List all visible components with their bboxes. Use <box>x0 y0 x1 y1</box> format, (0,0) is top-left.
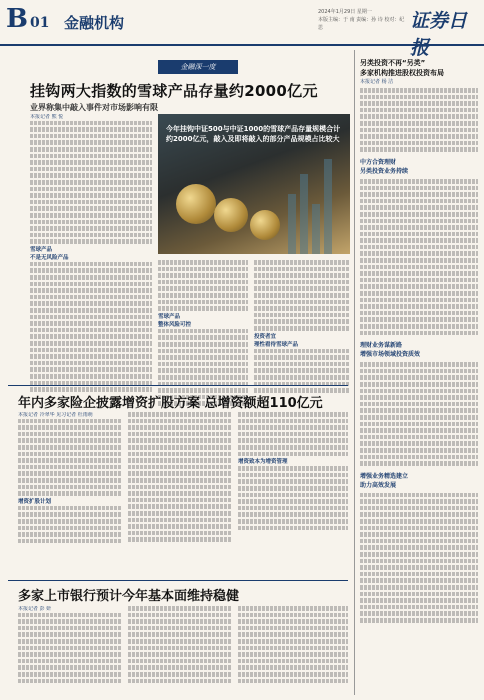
story1-subtitle-c: 投资者宜 理性看待雪球产品 <box>254 333 299 348</box>
column-divider <box>354 50 355 695</box>
story3-col1 <box>18 606 122 694</box>
edition-info <box>318 8 408 32</box>
bar-graphic <box>312 204 320 254</box>
story1-col1 <box>30 114 152 404</box>
section-code <box>6 4 49 34</box>
bar-graphic <box>300 174 308 254</box>
right-story4-sub: 助力高效发展 <box>360 481 397 489</box>
story2-byline: 本报记者 冷翠华 见习记者 杜雨萌 <box>18 412 93 418</box>
right-story3-title: 理财业务谋新路 <box>360 342 403 350</box>
right-story1-sub: 多家机构推进股权投资布局 <box>360 69 444 77</box>
paper-logo: 证券日报 <box>410 10 468 59</box>
story2-subtitle-b: 增资致本为增资管理 <box>238 459 288 466</box>
story3-byline: 本报记者 彭 妍 <box>18 606 52 612</box>
story1-kicker: 金融深一度 <box>158 60 238 74</box>
story1-headline[interactable]: 挂钩两大指数的雪球产品存量约2000亿元 <box>30 82 318 100</box>
story-divider <box>8 385 348 386</box>
story1-subtitle-b: 雪球产品 整体风险可控 <box>158 313 192 328</box>
coin-graphic <box>176 184 216 224</box>
photo-caption: 今年挂钩中证500与中证1000的雪球产品存量规模合计约2000亿元，敲入及即将敲入的部分产品规模占比较大 <box>166 125 341 143</box>
story2-headline[interactable]: 年内多家险企披露增资扩股方案 总增资额超110亿元 <box>18 396 323 411</box>
edition-date: 2024年1月29日 星期一 <box>318 9 372 15</box>
coin-graphic <box>214 198 248 232</box>
story1-photo <box>158 114 350 254</box>
right-story2-sub: 另类投资业务持续 <box>360 167 409 175</box>
right-column <box>360 50 478 625</box>
right-story3 <box>360 341 478 466</box>
story1-subhead: 业界称集中敲入事件对市场影响有限 <box>30 103 158 112</box>
story3-col3 <box>238 606 348 694</box>
right-story3-sub: 增强市场领域投资质效 <box>360 351 421 359</box>
right-story4 <box>360 472 478 623</box>
right-story4-title: 增强业务精选建立 <box>360 472 409 480</box>
story3-headline[interactable]: 多家上市银行预计今年基本面维持稳健 <box>18 589 240 604</box>
section-name: 金融机构 <box>64 14 125 32</box>
right-story1-byline: 本报记者 杨 洁 <box>360 79 394 85</box>
story2-col3 <box>238 412 348 578</box>
story3-col2 <box>128 606 232 694</box>
right-story2-title: 中方合资理财 <box>360 158 397 166</box>
right-story2 <box>360 158 478 335</box>
edition-editors: 本版主编：于 南 责编：孙 诗 校对：纪 思 <box>318 17 405 31</box>
right-story1-title[interactable]: 另类投资不再“另类” <box>360 59 426 67</box>
bar-graphic <box>288 194 296 254</box>
section-number: 01 <box>29 15 50 31</box>
bar-graphic <box>324 159 332 254</box>
story2-col2 <box>128 412 232 578</box>
coin-graphic <box>250 210 280 240</box>
story1-subtitle-a: 雪球产品 不是无风险产品 <box>30 246 69 261</box>
story1-byline: 本报记者 熊 悦 <box>30 114 64 120</box>
story-divider <box>8 580 348 581</box>
right-story1 <box>360 58 478 152</box>
story2-subtitle-a: 增资扩股计划 <box>18 498 52 505</box>
story2-col1 <box>18 412 122 578</box>
section-letter: B <box>6 4 28 34</box>
masthead <box>0 0 484 59</box>
